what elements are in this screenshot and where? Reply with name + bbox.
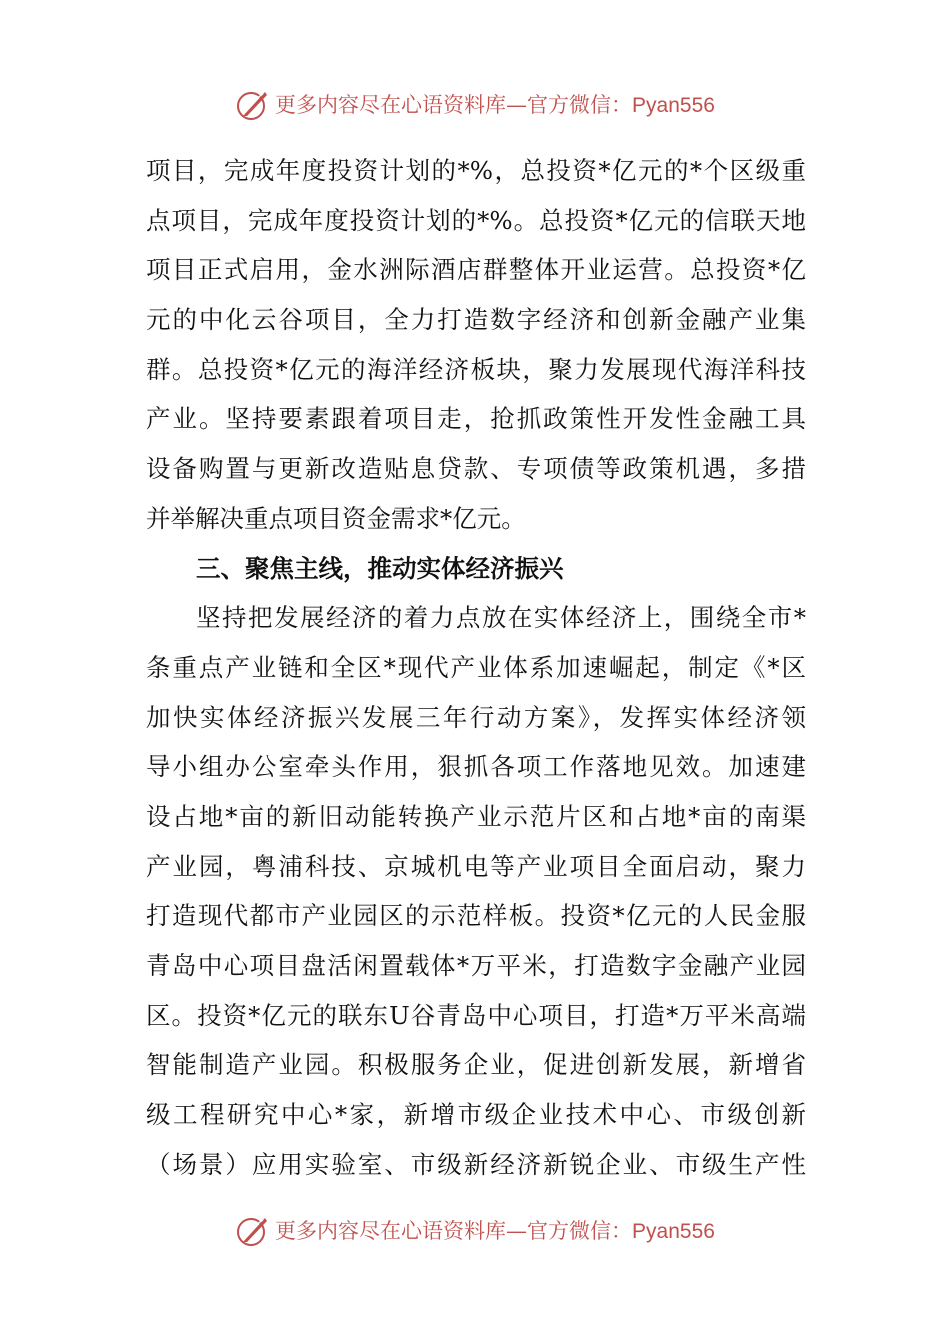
text-line: 智能制造产业园。积极服务企业，促进创新发展，新增省 bbox=[146, 1050, 806, 1080]
text-line: 条重点产业链和全区*现代产业体系加速崛起，制定《*区 bbox=[146, 652, 806, 682]
text-line: 青岛中心项目盘活闲置载体*万平米，打造数字金融产业园 bbox=[146, 951, 806, 980]
text-line: 项目，完成年度投资计划的*%，总投资*亿元的*个区级重 bbox=[146, 156, 806, 185]
text-line: 坚持把发展经济的着力点放在实体经济上，围绕全市* bbox=[196, 603, 806, 633]
watermark-wechat-id: Pyan556 bbox=[632, 1220, 715, 1243]
text-line: （场景）应用实验室、市级新经济新锐企业、市级生产性 bbox=[146, 1149, 806, 1179]
text-line: 导小组办公室牵头作用，狠抓各项工作落地见效。加速建 bbox=[146, 752, 806, 782]
text-line: 元的中化云谷项目，全力打造数字经济和创新金融产业集 bbox=[146, 305, 806, 335]
watermark-wechat-id: Pyan556 bbox=[632, 94, 715, 117]
text-line: 项目正式启用，金水洲际酒店群整体开业运营。总投资*亿 bbox=[146, 255, 806, 285]
footer-watermark bbox=[0, 1210, 950, 1250]
text-line: 群。总投资*亿元的海洋经济板块，聚力发展现代海洋科技 bbox=[146, 354, 806, 384]
text-line: 级工程研究中心*家，新增市级企业技术中心、市级创新 bbox=[146, 1100, 806, 1130]
text-line: 打造现代都市产业园区的示范样板。投资*亿元的人民金服 bbox=[146, 901, 806, 931]
text-line: 并举解决重点项目资金需求*亿元。 bbox=[146, 503, 526, 533]
header-watermark bbox=[0, 84, 950, 124]
watermark-text bbox=[275, 1215, 715, 1245]
text-line: 产业园，粤浦科技、京城机电等产业项目全面启动，聚力 bbox=[146, 851, 806, 881]
watermark-text bbox=[275, 89, 715, 119]
text-line: 产业。坚持要素跟着项目走，抢抓政策性开发性金融工具 bbox=[146, 404, 806, 434]
document-body bbox=[146, 146, 806, 1189]
text-line: 设备购置与更新改造贴息贷款、专项债等政策机遇，多措 bbox=[146, 454, 806, 484]
text-line: 区。投资*亿元的联东U谷青岛中心项目，打造*万平米高端 bbox=[146, 1000, 806, 1030]
quill-logo-icon bbox=[235, 86, 271, 122]
watermark-label: 更多内容尽在心语资料库—官方微信： bbox=[275, 93, 633, 117]
quill-logo-icon bbox=[235, 1212, 271, 1248]
watermark-label: 更多内容尽在心语资料库—官方微信： bbox=[275, 1219, 633, 1243]
text-line: 点项目，完成年度投资计划的*%。总投资*亿元的信联天地 bbox=[146, 205, 806, 235]
text-line: 加快实体经济振兴发展三年行动方案》，发挥实体经济领 bbox=[146, 702, 806, 732]
section-heading: 三、聚焦主线，推动实体经济振兴 bbox=[196, 553, 564, 583]
text-line: 设占地*亩的新旧动能转换产业示范片区和占地*亩的南渠 bbox=[146, 801, 806, 831]
